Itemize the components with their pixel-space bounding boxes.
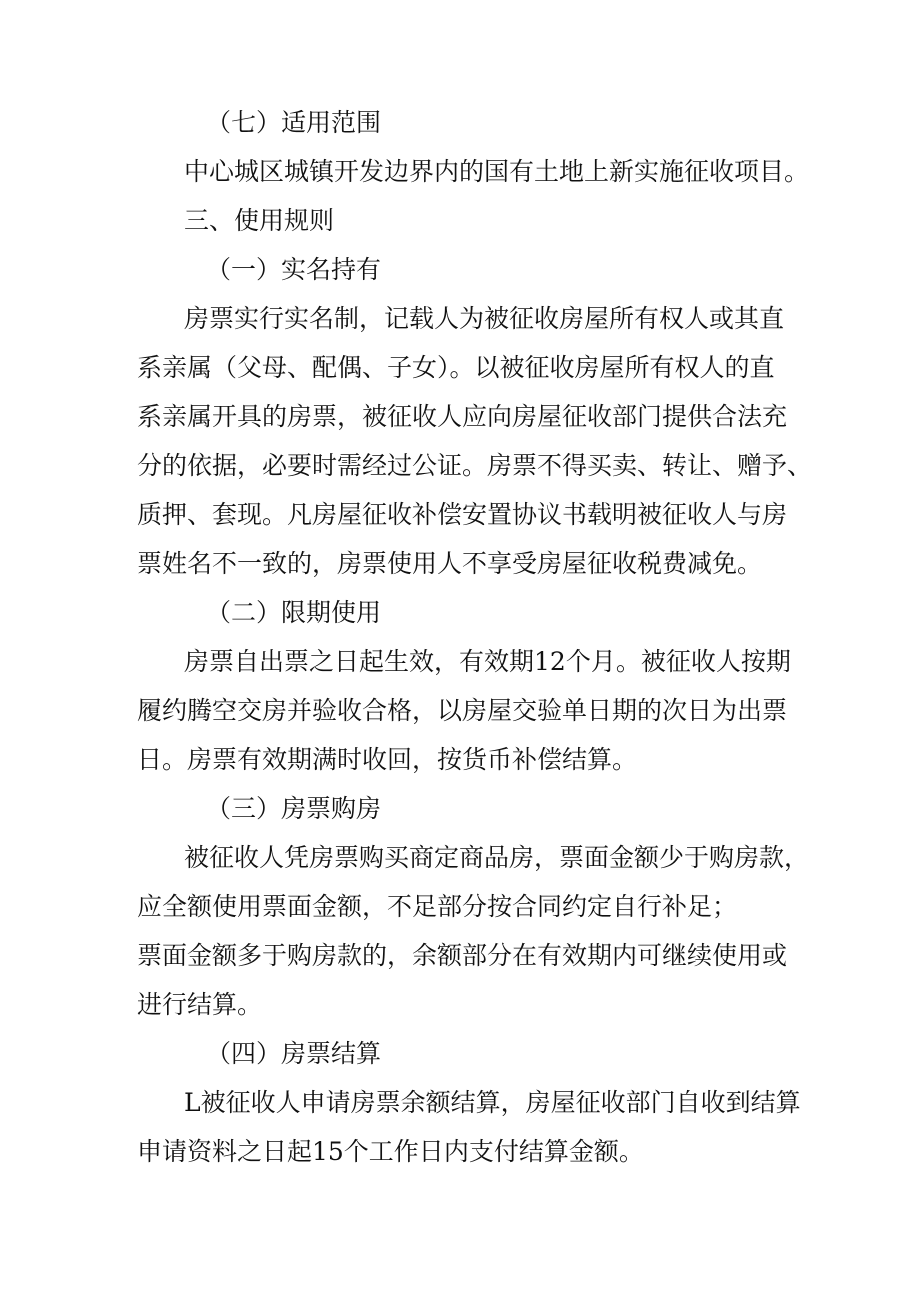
section-heading-settlement: （四）房票结算: [206, 1039, 382, 1068]
paragraph-line: 履约腾空交房并验收合格，以房屋交验单日期的次日为出票: [137, 696, 788, 725]
section-heading-real-name: （一）实名持有: [206, 255, 382, 284]
paragraph-line: 系亲属开具的房票，被征收人应向房屋征收部门提供合法充: [137, 402, 788, 431]
paragraph-line: 被征收人凭房票购买商定商品房，票面金额少于购房款，: [184, 843, 810, 872]
paragraph-line: 系亲属（父母、配偶、子女）。以被征收房屋所有权人的直: [137, 353, 775, 382]
section-heading-purchase: （三）房票购房: [206, 794, 382, 823]
section-heading-scope: （七）适用范围: [206, 108, 382, 137]
paragraph-line: 应全额使用票面金额，不足部分按合同约定自行补足；: [137, 892, 738, 921]
paragraph-line: 质押、套现。凡房屋征收补偿安置协议书载明被征收人与房: [137, 500, 788, 529]
paragraph-line: 票面金额多于购房款的，余额部分在有效期内可继续使用或: [137, 941, 788, 970]
paragraph-line: 房票自出票之日起生效，有效期12个月。被征收人按期: [184, 647, 791, 676]
paragraph-line: L被征收人申请房票余额结算，房屋征收部门自收到结算: [184, 1088, 801, 1117]
paragraph-line: 票姓名不一致的，房票使用人不享受房屋征收税费减免。: [137, 549, 763, 578]
paragraph-line: 中心城区城镇开发边界内的国有土地上新实施征收项目。: [184, 157, 810, 186]
paragraph-line: 进行结算。: [137, 990, 263, 1019]
paragraph-line: 日。房票有效期满时收回，按货币补偿结算。: [137, 745, 638, 774]
paragraph-line: 分的依据，必要时需经过公证。房票不得买卖、转让、赠予、: [137, 451, 813, 480]
paragraph-line: 房票实行实名制，记载人为被征收房屋所有权人或其直: [184, 304, 785, 333]
chapter-heading-usage-rules: 三、使用规则: [184, 206, 335, 235]
section-heading-time-limit: （二）限期使用: [206, 598, 382, 627]
paragraph-line: 申请资料之日起15个工作日内支付结算金额。: [137, 1137, 644, 1166]
